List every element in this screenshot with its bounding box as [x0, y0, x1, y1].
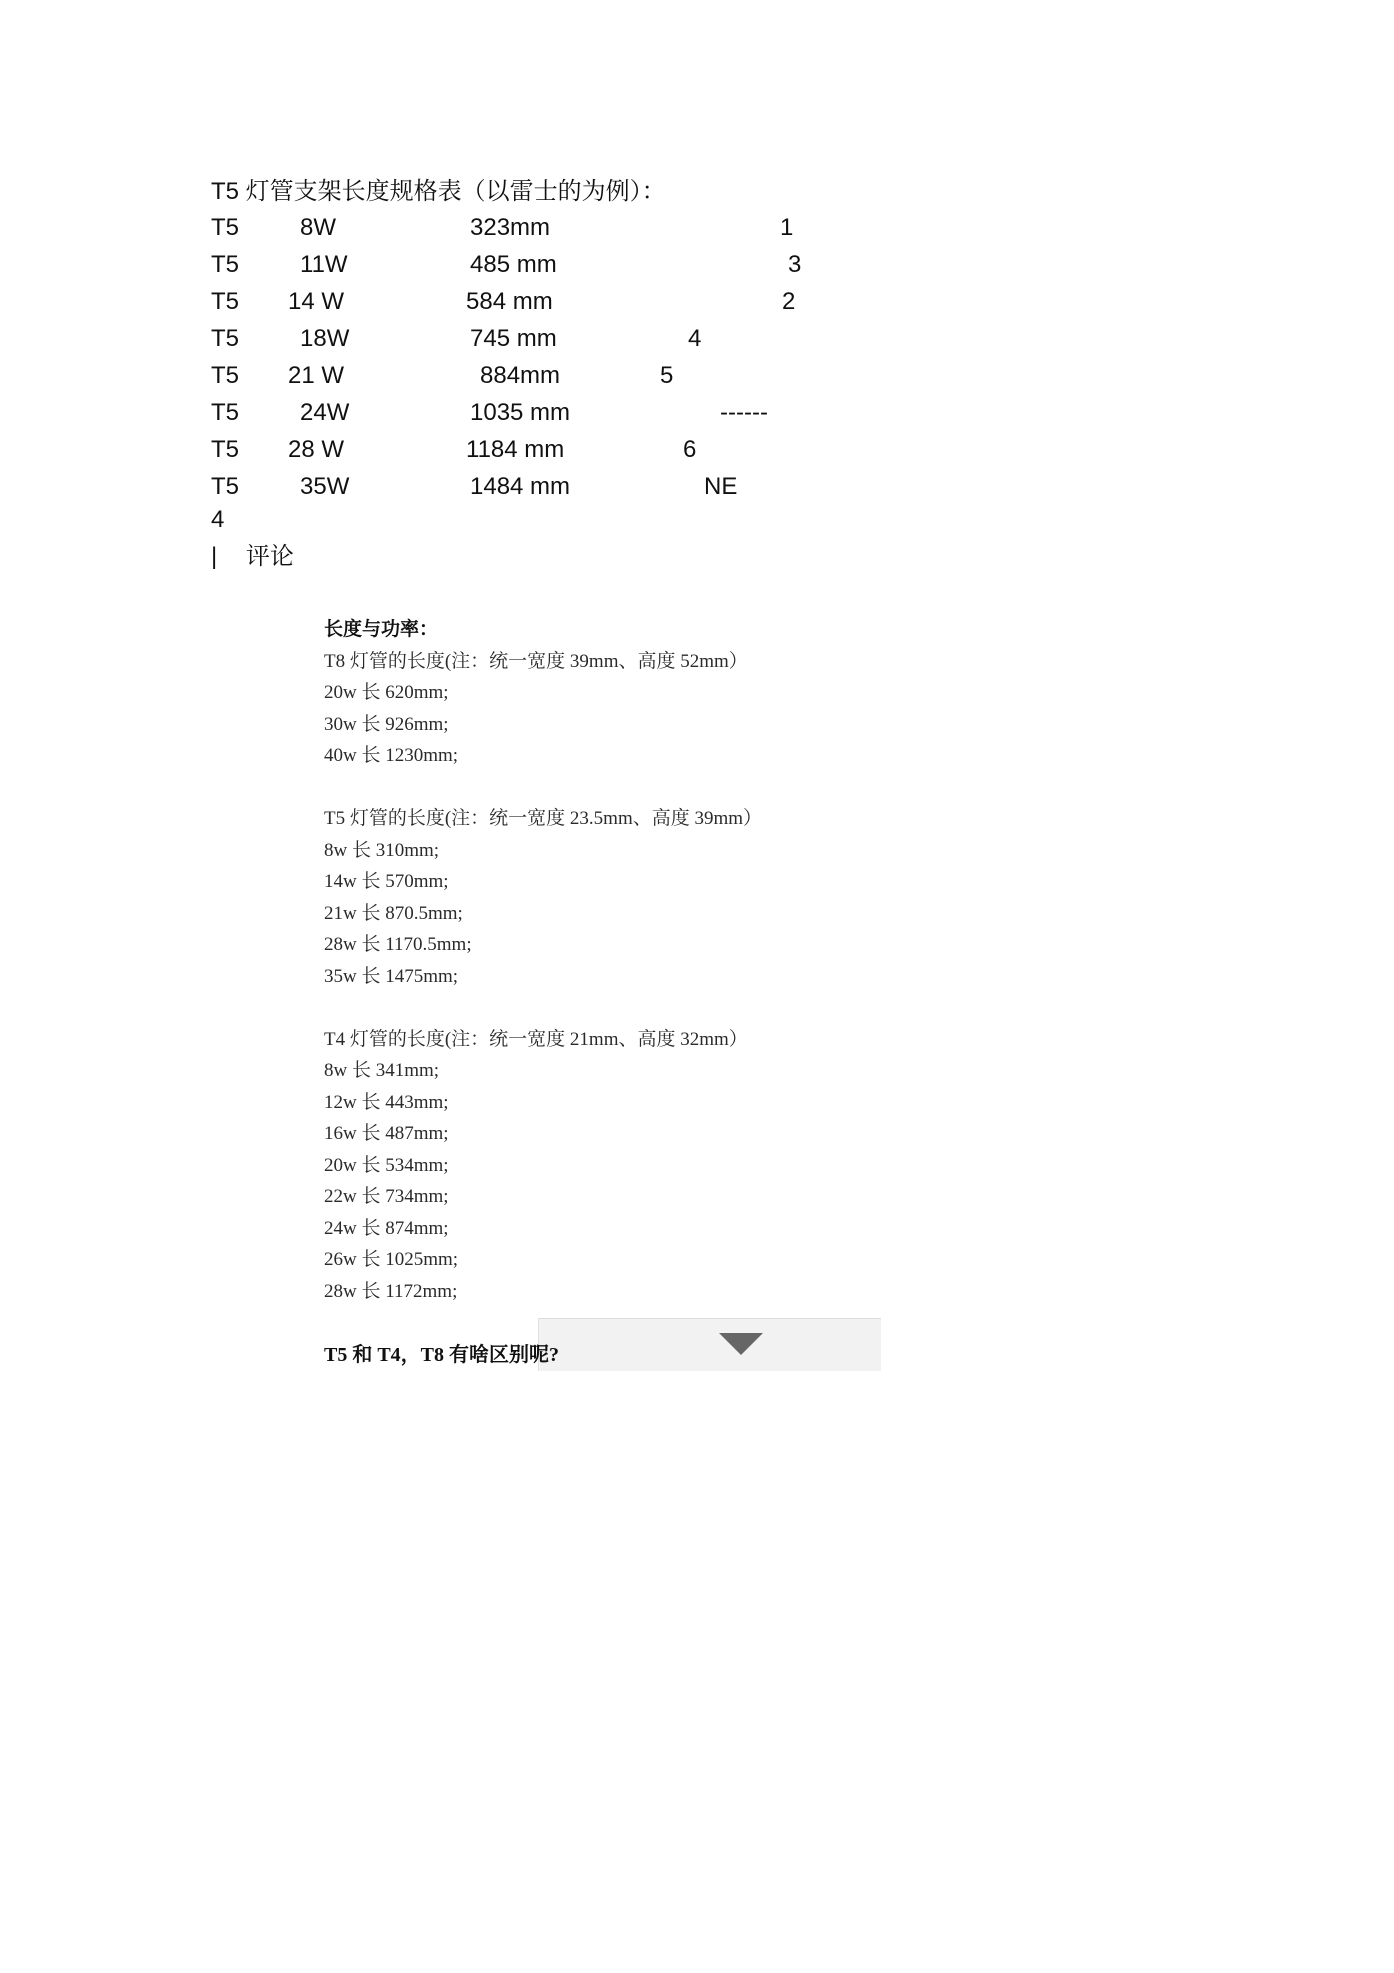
spec-length: 584 mm [466, 288, 553, 315]
image-heading: 长度与功率： [324, 619, 439, 640]
spec-row [0, 321, 1000, 357]
wrapped-text: 4 [211, 506, 225, 533]
image-text-line: 20w 长 534mm; [324, 1154, 449, 1176]
image-text-line: 8w 长 310mm; [324, 839, 440, 861]
spec-wattage: 35W [300, 473, 350, 500]
spec-row [0, 395, 1000, 431]
image-text-line: 26w 长 1025mm; [324, 1249, 459, 1270]
spec-wattage: 14 W [288, 288, 345, 315]
embedded-screenshot [320, 608, 880, 1370]
spec-note: 5 [660, 362, 674, 389]
spec-row [0, 247, 1000, 283]
spec-row [0, 432, 1000, 468]
spec-type: T5 [211, 436, 240, 463]
image-text-line: 24w 长 874mm; [324, 1217, 449, 1239]
spec-type: T5 [211, 473, 240, 500]
image-text-line: 8w 长 341mm; [324, 1060, 440, 1081]
image-text-line: 30w 长 926mm; [324, 713, 449, 735]
spec-type: T5 [211, 288, 240, 315]
image-text-line: 16w 长 487mm; [324, 1123, 449, 1144]
spec-wattage: 8W [300, 214, 336, 241]
image-text-line: T4 灯管的长度(注：统一宽度 21mm、高度 32mm） [324, 1028, 748, 1050]
spec-wattage: 21 W [288, 362, 345, 389]
spec-wattage: 18W [300, 325, 350, 352]
spec-length: 1035 mm [470, 399, 571, 426]
spec-note: 2 [782, 288, 796, 315]
spec-row [0, 469, 1000, 505]
image-text-line: 22w 长 734mm; [324, 1186, 449, 1207]
spec-length: 745 mm [470, 325, 557, 352]
spec-row [0, 284, 1000, 320]
image-text-line: 40w 长 1230mm; [324, 745, 459, 766]
spec-row [0, 358, 1000, 394]
separator-bar: | [211, 543, 218, 570]
spec-length: 323mm [470, 214, 551, 241]
spec-type: T5 [211, 214, 240, 241]
spec-length: 884mm [480, 362, 561, 389]
spec-type: T5 [211, 251, 240, 278]
image-text-line: T5 灯管的长度(注：统一宽度 23.5mm、高度 39mm） [324, 808, 763, 829]
spec-type: T5 [211, 362, 240, 389]
image-text-line: 12w 长 443mm; [324, 1091, 449, 1113]
image-text-line: T8 灯管的长度(注：统一宽度 39mm、高度 52mm） [324, 650, 748, 672]
expand-panel[interactable] [538, 1318, 881, 1371]
spec-note: ------ [720, 399, 768, 426]
spec-length: 485 mm [470, 251, 557, 278]
spec-row [0, 210, 1000, 246]
image-text-line: 21w 长 870.5mm; [324, 902, 463, 924]
spec-note: 1 [780, 214, 794, 241]
image-text-line: 14w 长 570mm; [324, 871, 449, 892]
spec-length: 1184 mm [466, 436, 565, 463]
spec-wattage: 28 W [288, 436, 345, 463]
image-text-line: 20w 长 620mm; [324, 682, 449, 703]
page-title: T5 灯管支架长度规格表（以雷士的为例）： [211, 178, 666, 205]
spec-note: 4 [688, 325, 702, 352]
question-heading: T5 和 T4，T8 有啥区别呢? [324, 1344, 560, 1366]
image-text-line: 28w 长 1172mm; [324, 1280, 458, 1302]
image-text-line: 35w 长 1475mm; [324, 965, 459, 987]
triangle-down-icon[interactable] [719, 1333, 763, 1355]
comment-link[interactable] [211, 539, 294, 575]
spec-wattage: 11W [300, 251, 348, 278]
image-text-line: 28w 长 1170.5mm; [324, 934, 472, 955]
spec-note: NE [704, 473, 738, 500]
spec-note: 3 [788, 251, 802, 278]
comment-label[interactable]: 评论 [245, 543, 294, 570]
spec-length: 1484 mm [470, 473, 571, 500]
spec-type: T5 [211, 399, 240, 426]
spec-type: T5 [211, 325, 240, 352]
spec-wattage: 24W [300, 399, 350, 426]
spec-note: 6 [683, 436, 697, 463]
